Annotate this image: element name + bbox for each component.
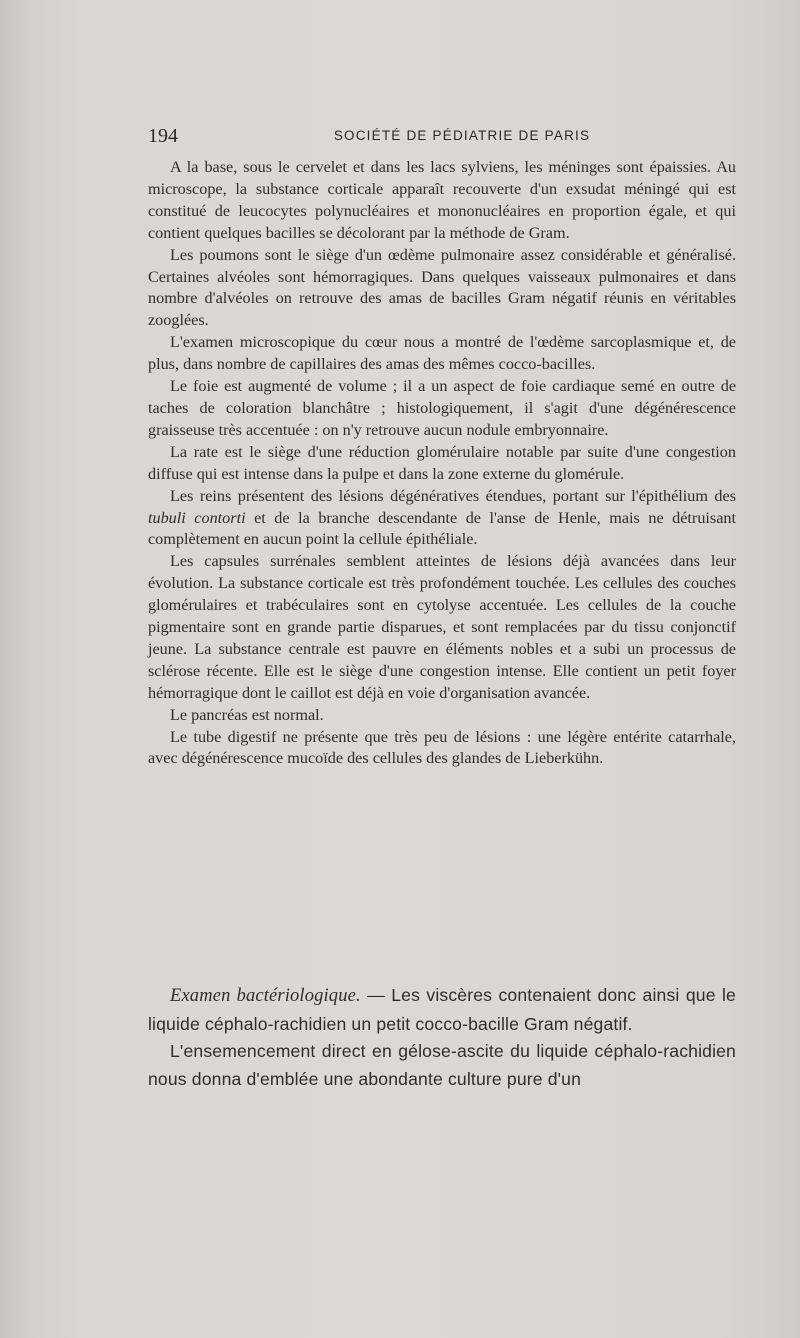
section-title: Examen bactériologique. (170, 986, 361, 1006)
paragraph-rate: La rate est le siège d'une réduction glomérulaire notable par suite d'une congestion diffuse qui est intense dans la pulpe et dans la zone externe du glomérule. (148, 442, 736, 483)
section-bacteriologique (148, 982, 736, 1093)
page-number: 194 (148, 125, 178, 147)
paragraph-tube-digestif: Le tube digestif ne présente que très peu de lésions : une légère entérite catarrhale, avec dégénérescence mucoïde des cellules des glandes de Lieberkühn. (148, 727, 736, 768)
section-intro-text: — Les viscères contenaient donc ainsi que le liquide céphalo-rachidien un petit cocco-bacille Gram négatif. (148, 985, 736, 1034)
paragraph-reins (148, 486, 736, 552)
paragraph-meninges: A la base, sous le cervelet et dans les lacs sylviens, les méninges sont épaissies. Au microscope, la substance corticale apparaît recouverte d'un exsudat méningé qui est constitué de leucocytes polynucléaires et mononucléaires en proportion égale, et qui contient quelques bacilles se décolorant par la méthode de Gram. (148, 158, 736, 242)
paragraph-coeur: L'examen microscopique du cœur nous a montré de l'œdème sarcoplasmique et, de plus, dans nombre de capillaires des amas des mêmes cocco-bacilles. (148, 333, 736, 374)
section-paragraph-2: L'ensemencement direct en gélose-ascite du liquide céphalo-rachidien nous donna d'emblée une abondante culture pure d'un (148, 1041, 736, 1089)
paragraph-pancreas: Le pancréas est normal. (170, 705, 324, 724)
paragraph-reins-end: et de la branche descendante de l'anse de Henle, mais ne détruisant complètement en aucun point la cellule épithéliale. (148, 508, 736, 549)
paragraph-capsules: Les capsules surrénales semblent atteintes de lésions déjà avancées dans leur évolution. La substance corticale est très profondément touchée. Les cellules des couches glomérulaires et trabéculaires sont en cytolyse accentuée. Les cellules de la couche pigmentaire sont en grande partie disparues, et sont remplacées par du tissu conjonctif jeune. La substance centrale est pauvre en éléments nobles et a subi un processus de sclérose récente. Elle est le siège d'une congestion intense. Elle contient un petit foyer hémorragique dont le caillot est déjà en voie d'organisation avancée. (148, 552, 736, 702)
paragraph-reins-start: Les reins présentent des lésions dégénératives étendues, portant sur l'épithélium des (170, 486, 736, 505)
journal-title: SOCIÉTÉ DE PÉDIATRIE DE PARIS (333, 128, 591, 143)
section-paragraph-1 (148, 982, 736, 1038)
body-text (148, 157, 736, 770)
paragraph-foie: Le foie est augmenté de volume ; il a un aspect de foie cardiaque semé en outre de taches de coloration blanchâtre ; histologiquement, il s'agit d'une dégénérescence graisseuse très accentuée : on n'y retrouve aucun nodule embryonnaire. (148, 377, 736, 439)
running-head (148, 125, 736, 149)
paragraph-reins-italic-term: tubuli contorti (148, 508, 246, 527)
paragraph-poumons: Les poumons sont le siège d'un œdème pulmonaire assez considérable et généralisé. Certaines alvéoles sont hémorragiques. Dans quelques vaisseaux pulmonaires et dans nombre d'alvéoles on retrouve des amas de bacilles Gram négatif réunis en véritables zooglées. (148, 245, 736, 330)
